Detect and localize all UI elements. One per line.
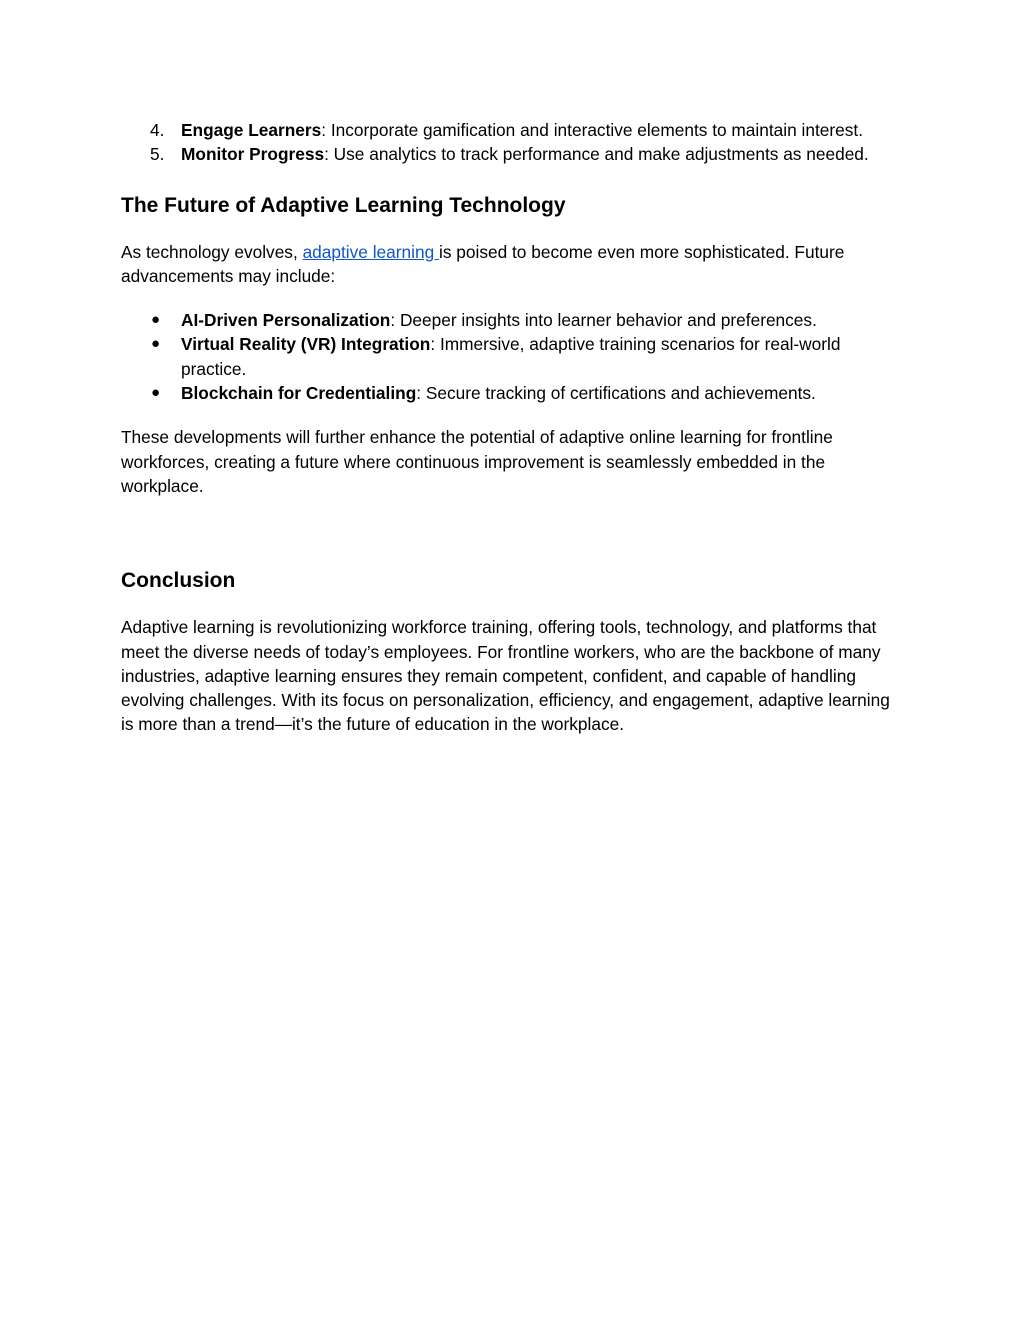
- bullet-item-bold: AI-Driven Personalization: [181, 310, 391, 331]
- bullet-item: [121, 381, 904, 405]
- bullet-item-text: : Immersive, adaptive training scenarios for real-world practice.: [181, 334, 841, 379]
- list-item-text: : Use analytics to track performance and make adjustments as needed.: [324, 144, 869, 165]
- intro-text-before: As technology evolves,: [121, 241, 303, 262]
- conclusion-paragraph: Adaptive learning is revolutionizing workforce training, offering tools, technology, and platforms that meet the diverse needs of today’s employees. For frontline workers, who are the backbone of many industries, adaptive learning ensures they remain competent, confident, and capable of handling evolving challenges. With its focus on personalization, efficiency, and engagement, adaptive learning is more than a trend—it’s the future of education in the workplace.: [121, 617, 890, 735]
- list-item-bold: Engage Learners: [181, 120, 322, 140]
- bullet-dot-icon: ●: [151, 311, 161, 329]
- intro-text-after: is poised to become even more sophisticated. Future advancements may include:: [121, 241, 845, 286]
- bullet-item: [121, 308, 904, 332]
- numbered-list: [121, 118, 904, 167]
- bullet-item-bold: Blockchain for Credentialing: [181, 383, 417, 404]
- bullet-item: [121, 332, 904, 381]
- section-heading-future: The Future of Adaptive Learning Technology: [121, 193, 566, 217]
- list-number: 5.: [150, 144, 165, 165]
- bullet-dot-icon: ●: [151, 384, 161, 402]
- list-number: 4.: [150, 120, 165, 140]
- list-item-text: : Incorporate gamification and interactive elements to maintain interest.: [321, 120, 863, 140]
- bullet-list: [121, 308, 904, 405]
- list-item: [121, 118, 904, 142]
- section-heading-conclusion: Conclusion: [121, 569, 236, 593]
- future-intro-paragraph: [121, 240, 904, 289]
- list-item-bold: Monitor Progress: [181, 144, 325, 165]
- developments-paragraph: These developments will further enhance the potential of adaptive online learning for frontline workforces, creating a future where continuous improvement is seamlessly embedded in the workplace.: [121, 427, 833, 496]
- adaptive-learning-link[interactable]: adaptive learning: [302, 241, 439, 262]
- bullet-item-text: : Secure tracking of certifications and achievements.: [416, 383, 816, 404]
- bullet-dot-icon: ●: [151, 335, 161, 353]
- bullet-item-text: : Deeper insights into learner behavior and preferences.: [390, 310, 817, 331]
- bullet-item-bold: Virtual Reality (VR) Integration: [181, 334, 431, 355]
- list-item: [121, 142, 904, 166]
